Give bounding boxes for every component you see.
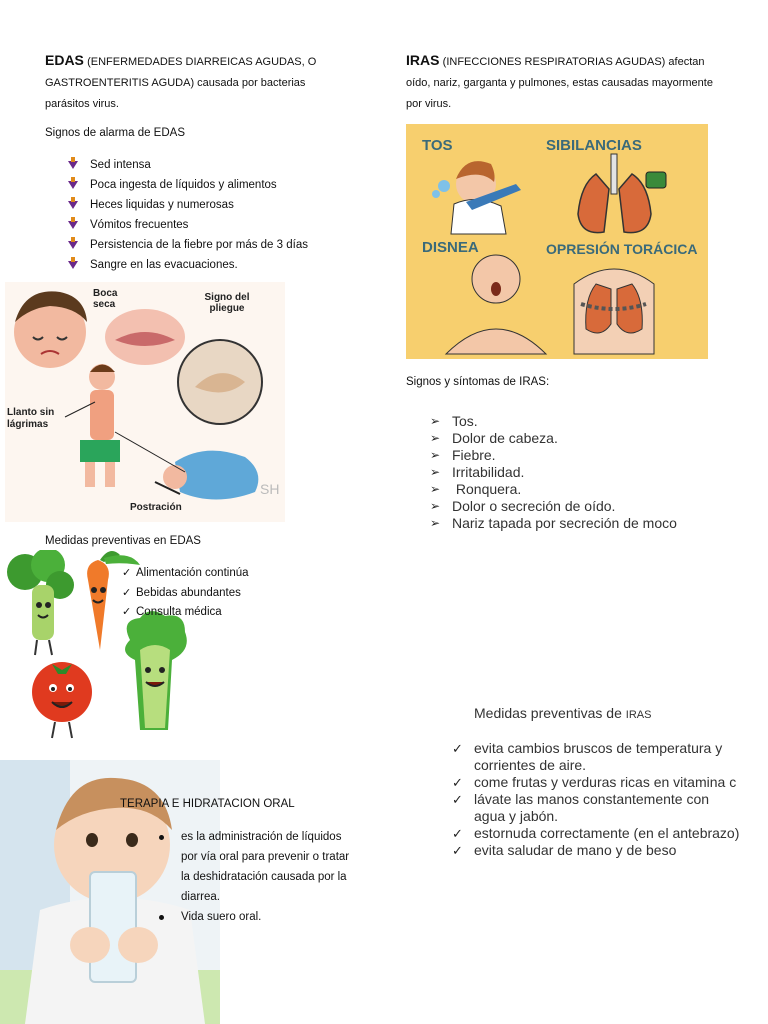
list-item: ✓ evita saludar de mano y de beso <box>450 842 740 859</box>
dehydrated-child-illustration <box>5 282 285 522</box>
iras-preventive-heading-suffix: IRAS <box>625 709 652 721</box>
iras-intro <box>406 50 716 115</box>
edas-alarm-heading: Signos de alarma de EDAS <box>45 127 185 139</box>
label-opresion: OPRESIÓN TORÁCICA <box>546 241 698 257</box>
iras-subtitle: (INFECCIONES RESPIRATORIAS AGUDAS) afectan oído, nariz, garganta y pulmones, estas causadas mayormente por virus. <box>406 56 713 110</box>
therapy-list <box>156 827 376 927</box>
list-item: Persistencia de la fiebre por más de 3 días <box>68 235 348 255</box>
label-postracion: Postración <box>130 502 182 513</box>
edas-title: EDAS <box>45 52 84 68</box>
list-item: diarrea. <box>181 891 220 903</box>
edas-preventive-list <box>122 564 272 623</box>
iras-preventive-list <box>450 740 740 859</box>
list-item: ✓ come frutas y verduras ricas en vitamina c <box>450 774 740 791</box>
list-item: ➢ Dolor o secreción de oído. <box>428 498 728 515</box>
list-item: ✓ lávate las manos constantemente con agua y jabón. <box>450 791 740 825</box>
list-item: ✓ Alimentación continúa <box>122 564 272 584</box>
iras-symptoms-list <box>428 413 728 532</box>
iras-symptoms-illustration <box>406 124 708 359</box>
list-item: Sangre en las evacuaciones. <box>68 255 348 275</box>
edas-intro <box>45 50 345 115</box>
list-item: es la administración de líquidos <box>156 827 376 847</box>
list-item: Heces liquidas y numerosas <box>68 195 348 215</box>
label-llanto: Llanto sin lágrimas <box>7 407 55 430</box>
label-boca-seca: Boca seca <box>93 288 118 310</box>
list-item: Sed intensa <box>68 155 348 175</box>
list-item: ➢ Irritabilidad. <box>428 464 728 481</box>
edas-symptoms-illustration <box>5 282 285 522</box>
list-item: ➢ Nariz tapada por secreción de moco <box>428 515 728 532</box>
therapy-heading: TERAPIA E HIDRATACION ORAL <box>120 798 295 810</box>
list-item: por vía oral para prevenir o tratar <box>181 851 350 863</box>
list-item: la deshidratación causada por la <box>181 871 347 883</box>
label-sibilancias: SIBILANCIAS <box>546 137 642 154</box>
edas-subtitle: (ENFERMEDADES DIARREICAS AGUDAS, O GASTROENTERITIS AGUDA) causada por bacterias parásitos virus. <box>45 56 317 110</box>
list-item: ➢ Ronquera. <box>428 481 728 498</box>
edas-alarm-list <box>68 155 348 275</box>
iras-preventive-heading <box>474 705 651 721</box>
svg-text:SH: SH <box>260 481 280 497</box>
iras-preventive-heading-prefix: Medidas preventivas de <box>474 705 626 721</box>
iras-symptoms-heading: Signos y síntomas de IRAS: <box>406 376 550 388</box>
list-item: ✓ estornuda correctamente (en el antebrazo) <box>450 825 740 842</box>
iras-title: IRAS <box>406 52 440 68</box>
list-item: ✓ evita cambios bruscos de temperatura y corrientes de aire. <box>450 740 740 774</box>
label-signo-pliegue: Signo del pliegue <box>204 292 250 314</box>
list-item: Vómitos frecuentes <box>68 215 348 235</box>
list-item: Vida suero oral. <box>156 907 376 927</box>
list-item: ✓ Bebidas abundantes <box>122 584 272 604</box>
label-tos: TOS <box>422 137 453 154</box>
list-item: ➢ Tos. <box>428 413 728 430</box>
list-item: ✓ Consulta médica <box>122 603 272 623</box>
label-disnea: DISNEA <box>422 239 479 256</box>
list-item: ➢ Dolor de cabeza. <box>428 430 728 447</box>
list-item: Poca ingesta de líquidos y alimentos <box>68 175 348 195</box>
edas-preventive-heading: Medidas preventivas en EDAS <box>45 535 201 547</box>
list-item: ➢ Fiebre. <box>428 447 728 464</box>
